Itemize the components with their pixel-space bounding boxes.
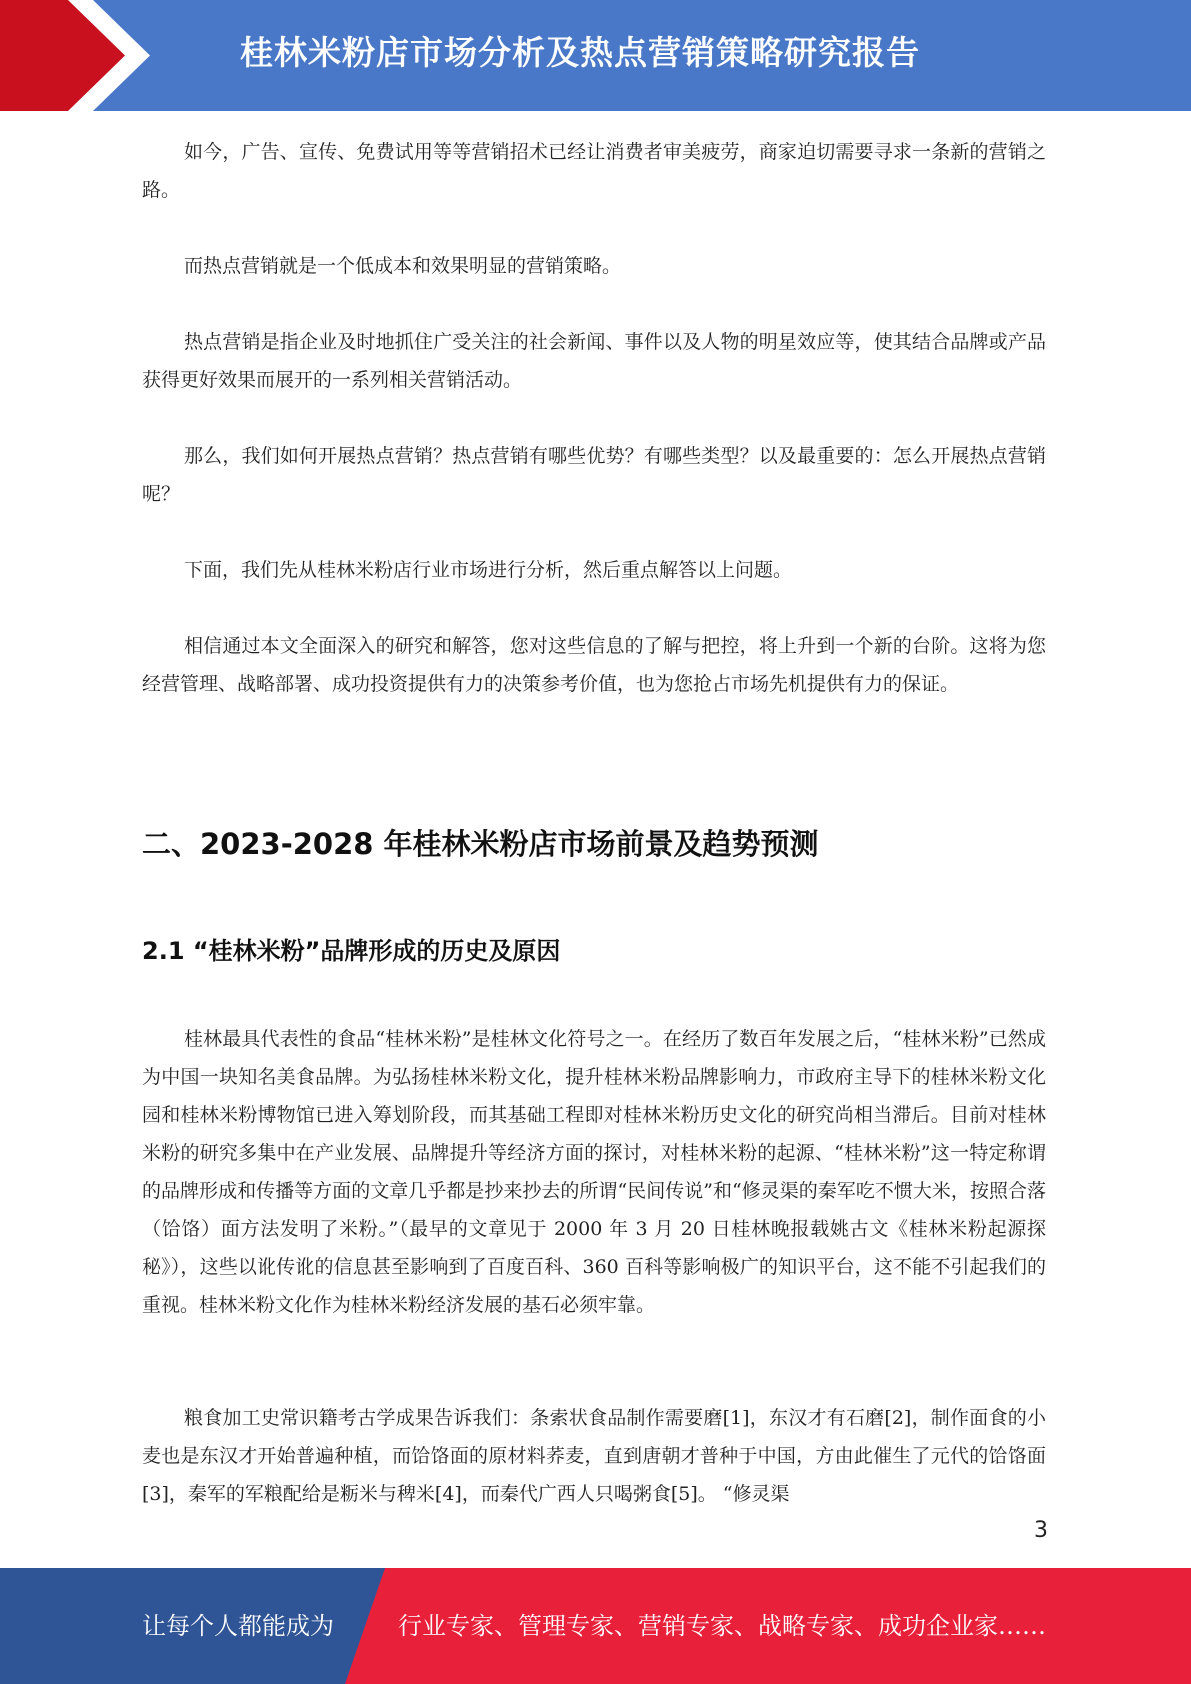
- paragraph-6: 相信通过本文全面深入的研究和解答，您对这些信息的了解与把控，将上升到一个新的台阶。这将为您经营管理、战略部署、成功投资提供有力的决策参考价值，也为您抢占市场先机提供有力的保证。: [142, 635, 1046, 695]
- page-number: 3: [1034, 1518, 1048, 1543]
- paragraph-3: 热点营销是指企业及时地抓住广受关注的社会新闻、事件以及人物的明星效应等，使其结合品牌或产品获得更好效果而展开的一系列相关营销活动。: [142, 331, 1046, 391]
- header-red-arrow-shape: [0, 0, 150, 111]
- report-title: 桂林米粉店市场分析及热点营销策略研究报告: [240, 33, 920, 72]
- footer-slogan-right: 行业专家、管理专家、营销专家、战略专家、成功企业家……: [398, 1612, 1046, 1640]
- paragraph-5: 下面，我们先从桂林米粉店行业市场进行分析，然后重点解答以上问题。: [184, 559, 793, 581]
- section-paragraph-1: 桂林最具代表性的食品“桂林米粉”是桂林文化符号之一。在经历了数百年发展之后，“桂林米粉”已然成为中国一块知名美食品牌。为弘扬桂林米粉文化，提升桂林米粉品牌影响力，市政府主导下的桂林米粉文化园和桂林米粉博物馆已进入筹划阶段，而其基础工程即对桂林米粉历史文化的研究尚相当滞后。目前对桂林米粉的研究多集中在产业发展、品牌提升等经济方面的探讨，对桂林米粉的起源、“桂林米粉”这一特定称谓的品牌形成和传播等方面的文章几乎都是抄来抄去的所谓“民间传说”和“修灵渠的秦军吃不惯大米，按照合落（饸饹）面方法发明了米粉。”（最早的文章见于 2000 年 3 月 20 日桂林晚报载姚古文《桂林米粉起源探秘》），这些以讹传讹的信息甚至影响到了百度百科、360 百科等影响极广的知识平台，这不能不引起我们的重视。桂林米粉文化作为桂林米粉经济发展的基石必须牢靠。: [142, 1028, 1046, 1316]
- section-paragraph-2: 粮食加工史常识籍考古学成果告诉我们：条索状食品制作需要磨[1]，东汉才有石磨[2]，制作面食的小麦也是东汉才开始普遍种植，而饸饹面的原材料荞麦，直到唐朝才普种于中国，方由此催生了元代的饸饹面[3]，秦军的军粮配给是粝米与稗米[4]，而秦代广西人只喝粥食[5]。 “修灵渠: [142, 1407, 1046, 1505]
- page-header: [0, 0, 1191, 111]
- page-footer: [0, 1568, 1191, 1684]
- subsection-heading: 2.1 “桂林米粉”品牌形成的历史及原因: [142, 937, 561, 965]
- section-heading: 二、2023-2028 年桂林米粉店市场前景及趋势预测: [142, 827, 819, 861]
- paragraph-2: 而热点营销就是一个低成本和效果明显的营销策略。: [184, 255, 622, 277]
- paragraph-1: 如今，广告、宣传、免费试用等等营销招术已经让消费者审美疲劳，商家迫切需要寻求一条新的营销之路。: [142, 141, 1046, 201]
- footer-slogan-left: 让每个人都能成为: [142, 1612, 334, 1640]
- paragraph-4: 那么，我们如何开展热点营销？热点营销有哪些优势？有哪些类型？以及最重要的：怎么开展热点营销呢？: [142, 445, 1046, 505]
